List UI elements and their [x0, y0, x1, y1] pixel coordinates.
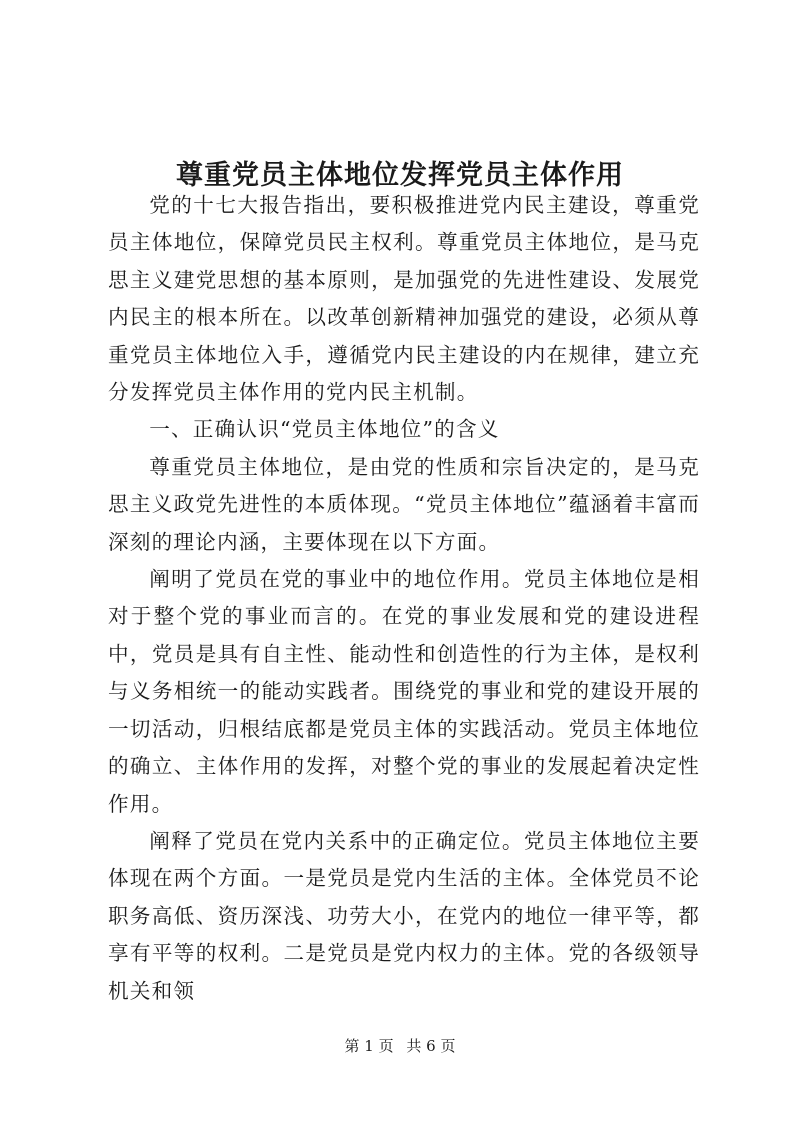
document-body: [108, 187, 700, 1010]
paragraph-definition: 尊重党员主体地位，是由党的性质和宗旨决定的，是马克思主义政党先进性的本质体现。“党员主体地位”蕴涵着丰富而深刻的理论内涵，主要体现在以下方面。: [108, 454, 700, 554]
page-number-total: 共 6 页: [406, 1037, 456, 1055]
document-title: 尊重党员主体地位发挥党员主体作用: [176, 160, 624, 192]
page-number-current: 第 1 页: [344, 1037, 394, 1055]
paragraph-position-in-party: 阐释了党员在党内关系中的正确定位。党员主体地位主要体现在两个方面。一是党员是党内生活的主体。全体党员不论职务高低、资历深浅、功劳大小，在党内的地位一律平等，都享有平等的权利。二是党员是党内权力的主体。党的各级领导机关和领: [108, 828, 700, 1003]
page-footer: [0, 1036, 800, 1056]
paragraph-intro: 党的十七大报告指出，要积极推进党内民主建设，尊重党员主体地位，保障党员民主权利。尊重党员主体地位，是马克思主义建党思想的基本原则，是加强党的先进性建设、发展党内民主的根本所在。以改革创新精神加强党的建设，必须从尊重党员主体地位入手，遵循党内民主建设的内在规律，建立充分发挥党员主体作用的党内民主机制。: [108, 193, 700, 405]
section-heading: 一、正确认识“党员主体地位”的含义: [149, 417, 500, 442]
paragraph-role-in-cause: 阐明了党员在党的事业中的地位作用。党员主体地位是相对于整个党的事业而言的。在党的事业发展和党的建设进程中，党员是具有自主性、能动性和创造性的行为主体，是权利与义务相统一的能动实践者。围绕党的事业和党的建设开展的一切活动，归根结底都是党员主体的实践活动。党员主体地位的确立、主体作用的发挥，对整个党的事业的发展起着决定性作用。: [108, 567, 700, 816]
